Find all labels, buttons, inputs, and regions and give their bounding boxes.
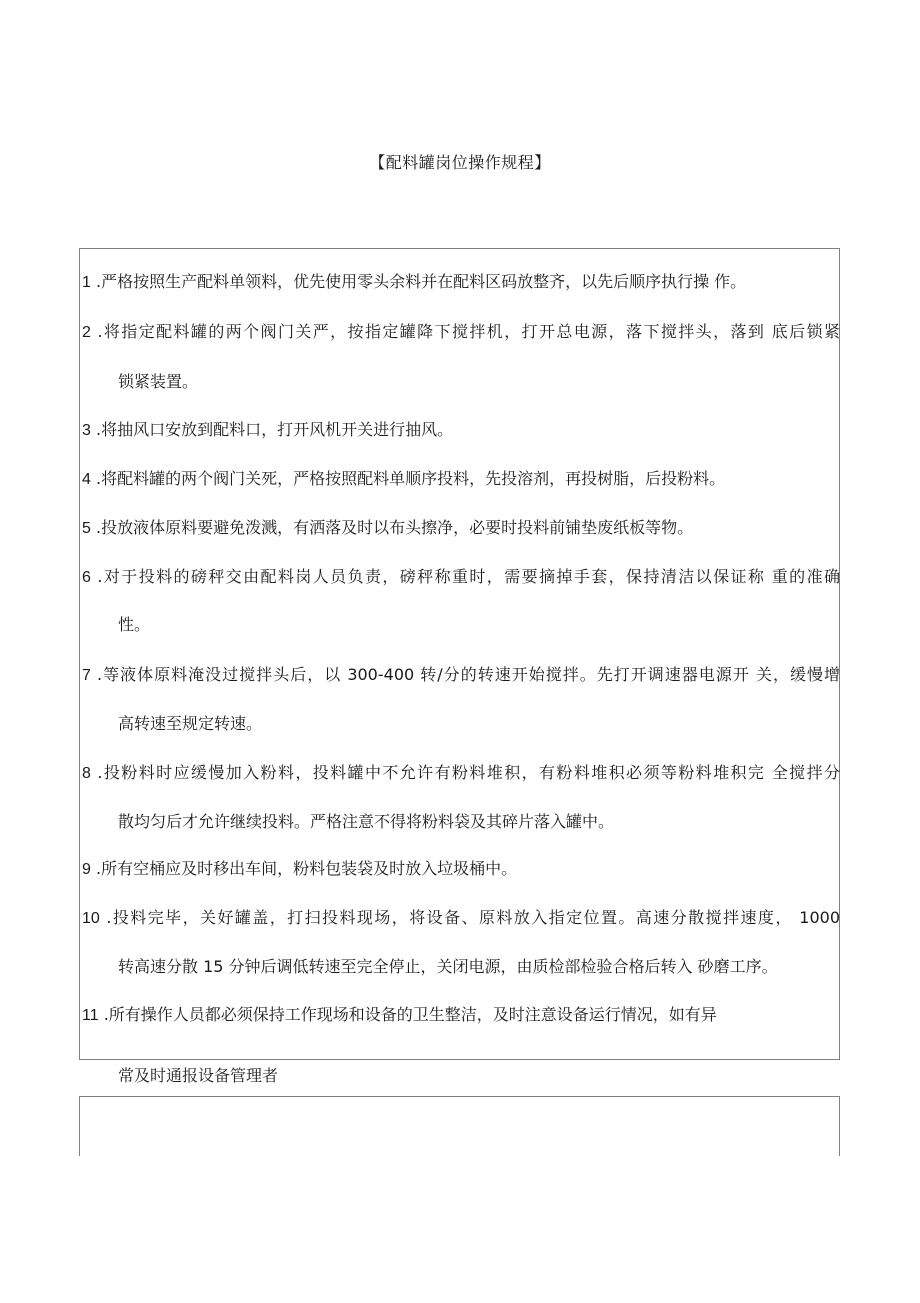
procedure-item-5 [82,517,840,540]
lower-table-frame [79,1096,840,1156]
item-number: 2 [82,324,91,341]
procedure-item-3 [82,419,840,442]
item-text: .投料完毕，关好罐盖，打扫投料现场，将设备、原料放入指定位置。高速分散搅拌速度， 1000 [99,908,840,927]
procedure-item-7-continuation: 高转速至规定转速。 [118,714,263,733]
item-number: 10 [82,910,100,927]
document-title: 【配料罐岗位操作规程】 [369,153,551,172]
procedure-item-2-continuation: 锁紧装置。 [118,372,199,391]
item-number: 8 [82,765,91,782]
item-number: 5 [82,520,91,537]
procedure-item-4 [82,468,840,491]
item-text: .所有操作人员都必须保持工作现场和设备的卫生整洁，及时注意设备运行情况，如有异 [98,1005,717,1024]
item-text: .等液体原料淹没过搅拌头后，以 300-400 转/分的转速开始搅拌。先打开调速器电源开 关，缓慢增 [90,665,840,684]
procedure-item-2 [82,321,840,344]
item-number: 1 [82,274,91,291]
item-number: 11 [82,1007,99,1024]
procedure-item-8 [82,762,840,785]
item-number: 9 [82,861,91,878]
item-text: .投放液体原料要避免泼溅，有洒落及时以布头擦净，必要时投料前铺垫废纸板等物。 [90,518,694,537]
procedure-item-6-continuation: 性。 [118,615,151,634]
procedure-item-1 [82,271,840,294]
procedure-item-11 [82,1004,840,1027]
procedure-item-7 [82,664,840,687]
procedure-item-8-continuation: 散均匀后才允许继续投料。严格注意不得将粉料袋及其碎片落入罐中。 [118,812,615,831]
procedure-item-6 [82,566,840,589]
procedure-item-10 [82,907,840,930]
item-text: .严格按照生产配料单领料，优先使用零头余料并在配料区码放整齐，以先后顺序执行操 作。 [90,272,747,291]
procedure-item-9 [82,858,840,881]
procedure-item-10-continuation: 转高速分散 15 分钟后调低转速至完全停止，关闭电源，由质检部检验合格后转入 砂磨工序。 [118,957,778,976]
item-text: .对于投料的磅秤交由配料岗人员负责，磅秤称重时，需要摘掉手套，保持清洁以保证称 重的准确 [90,567,840,586]
item-number: 3 [82,422,91,439]
procedure-table-frame [79,248,840,1060]
item-text: .将抽风口安放到配料口，打开风机开关进行抽风。 [90,420,454,439]
procedure-item-11-continuation: 常及时通报设备管理者 [118,1066,279,1085]
item-text: .将配料罐的两个阀门关死，严格按照配料单顺序投料，先投溶剂，再投树脂，后投粉料。 [90,469,726,488]
item-number: 6 [82,569,91,586]
item-text: .所有空桶应及时移出车间，粉料包装袋及时放入垃圾桶中。 [90,859,518,878]
item-number: 7 [82,667,91,684]
item-number: 4 [82,471,91,488]
item-text: .投粉料时应缓慢加入粉料，投料罐中不允许有粉料堆积，有粉料堆积必须等粉料堆积完 全搅拌分 [90,763,840,782]
item-text: .将指定配料罐的两个阀门关严，按指定罐降下搅拌机，打开总电源，落下搅拌头，落到 底后锁紧 [90,322,840,341]
